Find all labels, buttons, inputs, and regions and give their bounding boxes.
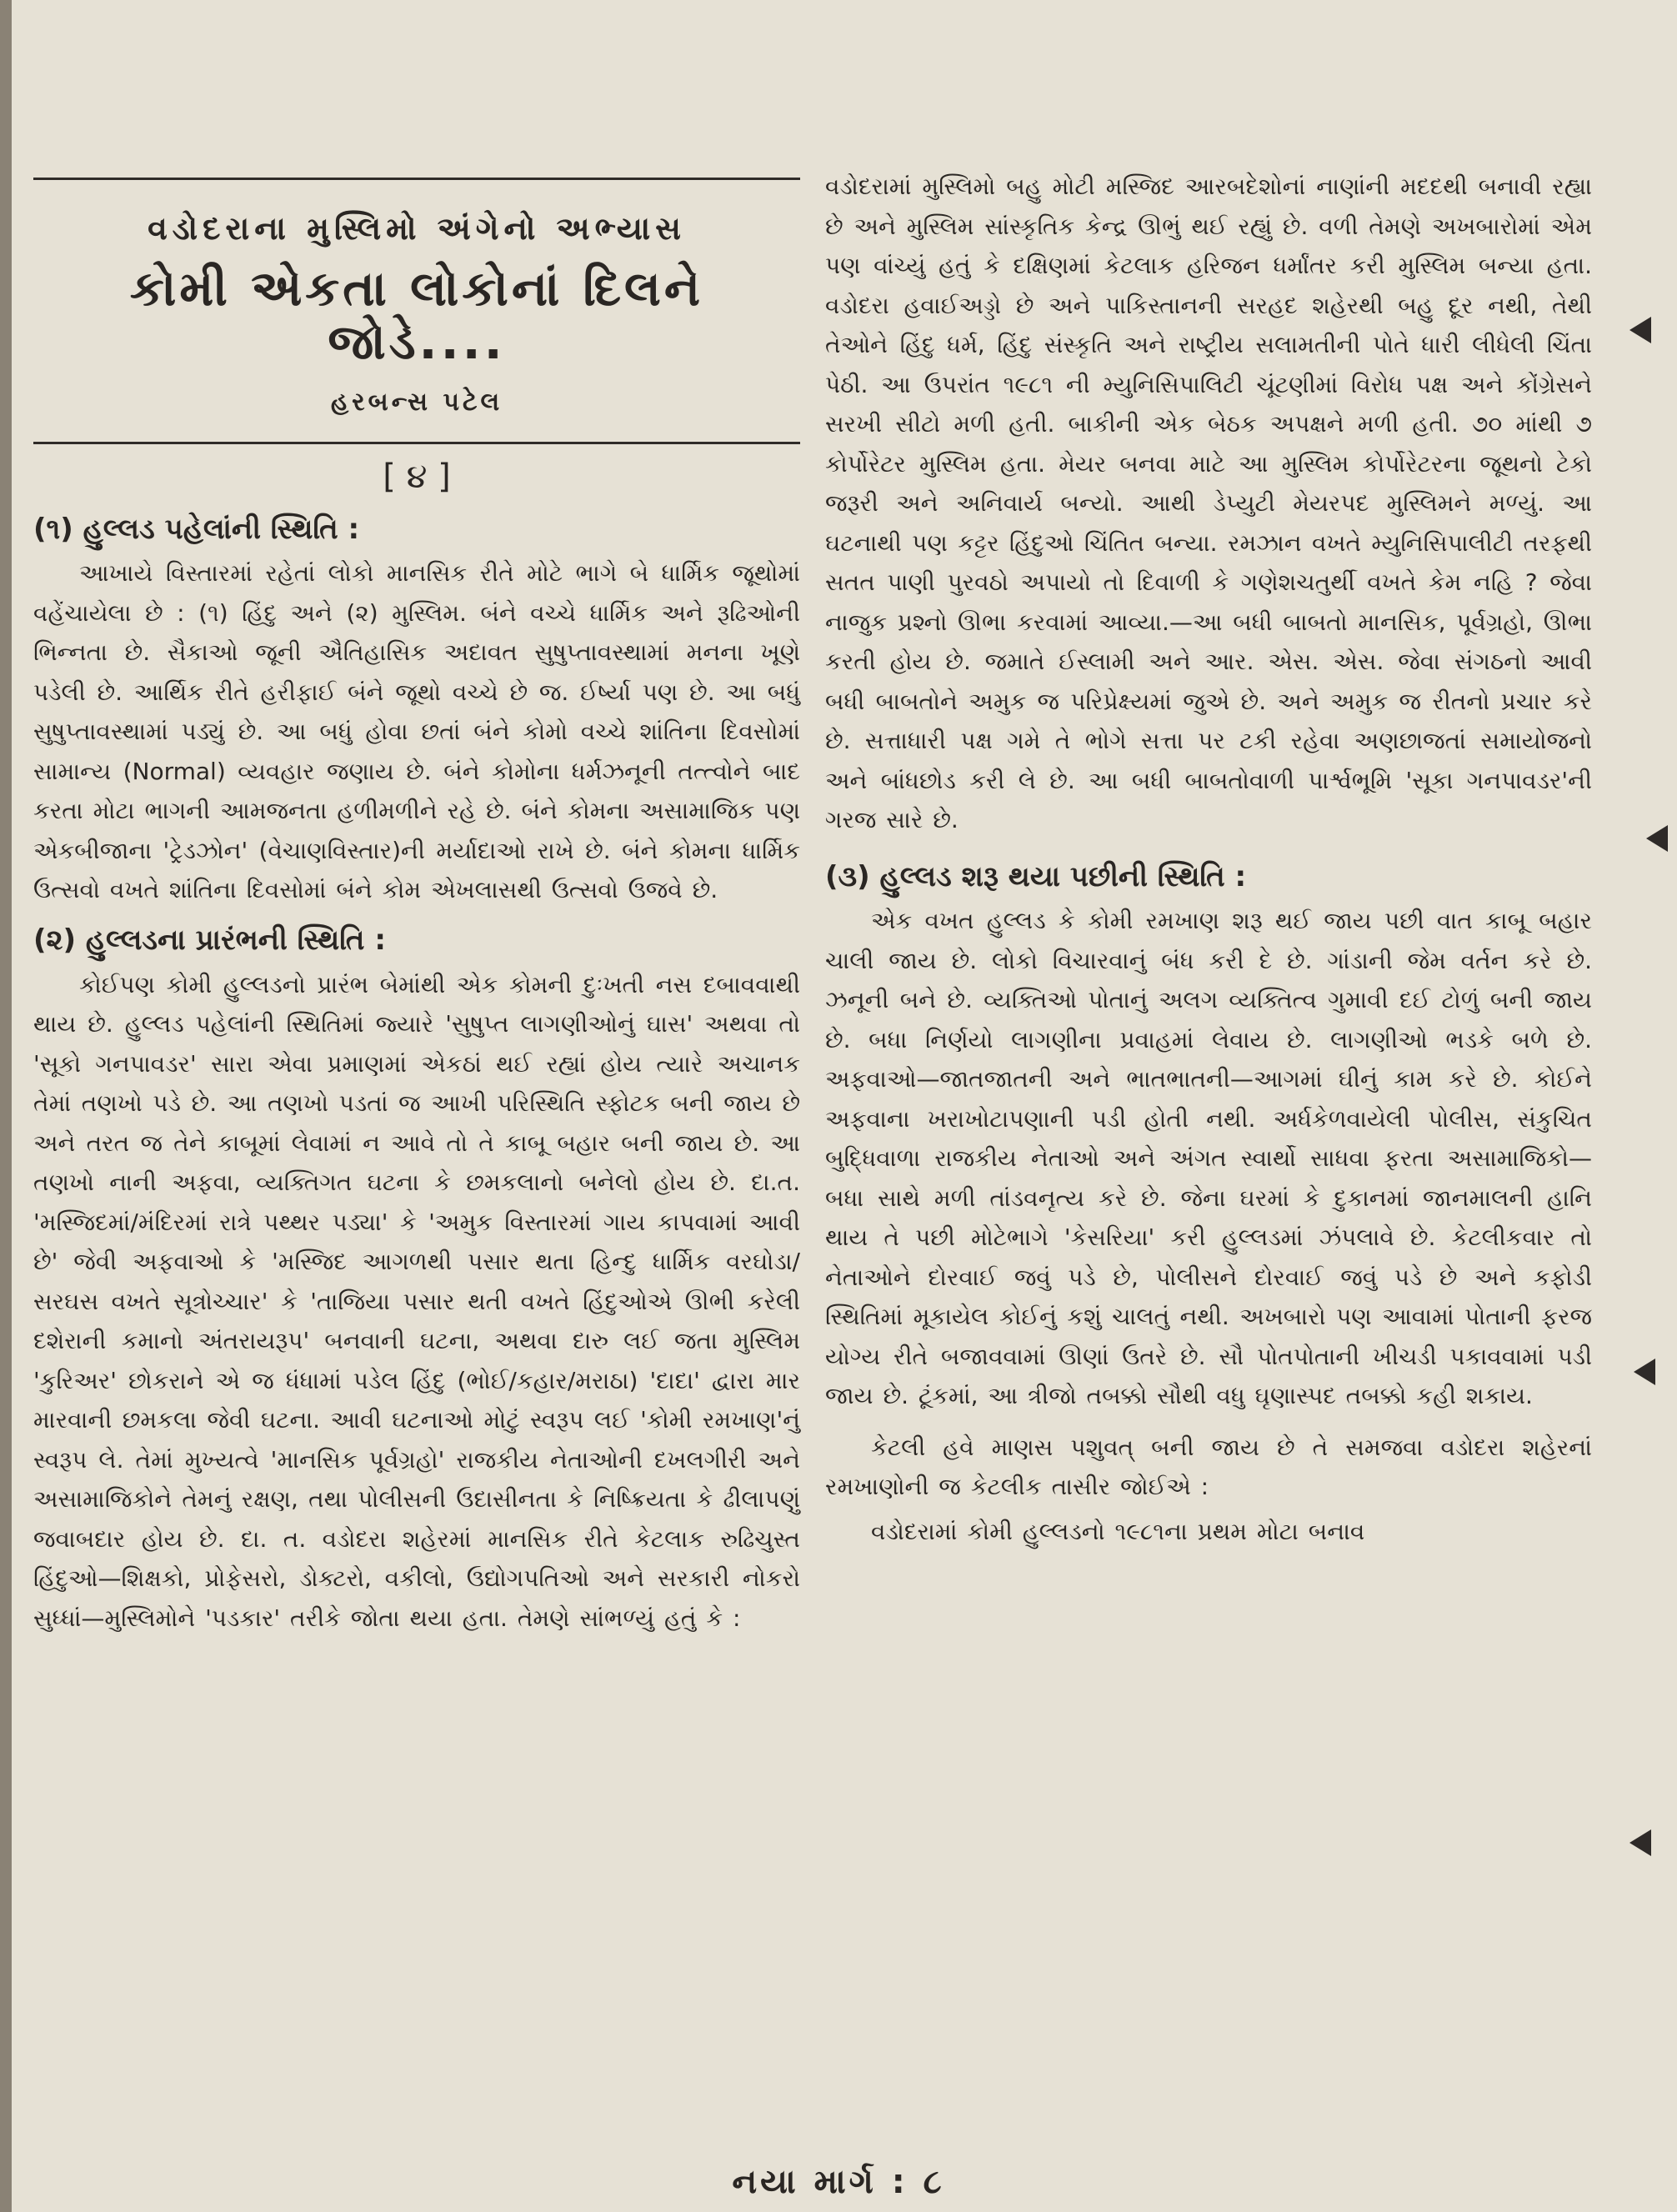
part-number: [ ૪ ] xyxy=(383,457,451,496)
page-edge-tear-mark xyxy=(1634,1359,1655,1385)
section-3-paragraph: વડોદરામાં કોમી હુલ્લડનો ૧૯૮૧ના પ્રથમ મોટા બનાવ xyxy=(871,1517,1365,1545)
right-column xyxy=(825,167,1592,1556)
article-author: હરબન્સ પટેલ xyxy=(330,387,503,417)
page-edge-tear-mark xyxy=(1629,317,1651,343)
left-column xyxy=(33,163,800,1643)
section-1-paragraph: આખાયે વિસ્તારમાં રહેતાં લોકો માનસિક રીતે મોટે ભાગે બે ધાર્મિક જૂથોમાં વહેંચાયેલા છે : (૧) હિંદુ અને (૨) મુસ્લિમ. બંને વચ્ચે ધાર્મિક અને રૂઢિઓની ભિન્નતા છે. સૈકાઓ જૂની ઐતિહાસિક અદાવત સુષુપ્તાવસ્થામાં મનના ખૂણે પડેલી છે. આર્થિક રીતે હરીફાઈ બંને જૂથો વચ્ચે છે જ. ઈર્ષ્યા પણ છે. આ બધું સુષુપ્તાવસ્થામાં પડ્યું છે. આ બધું હોવા છતાં બંને કોમો વચ્ચે શાંતિના દિવસોમાં સામાન્ય (Normal) વ્યવહાર જણાય છે. બંને કોમોના ધર્મઝનૂની તત્ત્વોને બાદ કરતા મોટા ભાગની આમજનતા હળીમળીને રહે છે. બંને કોમના અસામાજિક પણ એકબીજાના 'ટ્રેડઝોન' (વેચાણવિસ્તાર)ની મર્યાદાઓ રાખે છે. બંને કોમના ધાર્મિક ઉત્સવો વખતે શાંતિના દિવસોમાં બંને કોમ એખલાસથી ઉત્સવો ઉજવે છે. xyxy=(33,559,800,904)
section-3-heading: (૩) હુલ્લડ શરૂ થયા પછીની સ્થિતિ : xyxy=(825,859,1247,893)
section-1-heading: (૧) હુલ્લડ પહેલાંની સ્થિતિ : xyxy=(33,512,360,546)
section-3-paragraph: એક વખત હુલ્લડ કે કોમી રમખાણ શરૂ થઈ જાય પછી વાત કાબૂ બહાર ચાલી જાય છે. લોકો વિચારવાનું બંધ કરી દે છે. ગાંડાની જેમ વર્તન કરે છે. ઝનૂની બને છે. વ્યક્તિઓ પોતાનું અલગ વ્યક્તિત્વ ગુમાવી દઈ ટોળું બની જાય છે. બધા નિર્ણયો લાગણીના પ્રવાહમાં લેવાય છે. લાગણીઓ ભડકે બળે છે. અફવાઓ—જાતજાતની અને ભાતભાતની—આગમાં ઘીનું કામ કરે છે. કોઈને અફવાના ખરાખોટાપણાની પડી હોતી નથી. અર્ધકેળવાયેલી પોલીસ, સંકુચિત બુદ્ધિવાળા રાજકીય નેતાઓ અને અંગત સ્વાર્થો સાધવા ફરતા અસામાજિકો—બધા સાથે મળી તાંડવનૃત્ય કરે છે. જેના ઘરમાં કે દુકાનમાં જાનમાલની હાનિ થાય તે પછી મોટેભાગે 'કેસરિયા' કરી હુલ્લડમાં ઝંપલાવે છે. કેટલીકવાર તો નેતાઓને દોરવાઈ જવું પડે છે, પોલીસને દોરવાઈ જવું પડે છે અને કફોડી સ્થિતિમાં મૂકાયેલ કોઈનું કશું ચાલતું નથી. અખબારો પણ આવામાં પોતાની ફરજ યોગ્ય રીતે બજાવવામાં ઊણાં ઉતરે છે. સૌ પોતપોતાની ખીચડી પકાવવામાં પડી જાય છે. ટૂંકમાં, આ ત્રીજો તબક્કો સૌથી વધુ ઘૃણાસ્પદ તબક્કો કહી શકાય. xyxy=(825,907,1592,1410)
page-edge-tear-mark xyxy=(1646,825,1668,852)
intro-paragraph: વડોદરામાં મુસ્લિમો બહુ મોટી મસ્જિદ આરબદેશોનાં નાણાંની મદદથી બનાવી રહ્યા છે અને મુસ્લિમ સાંસ્કૃતિક કેન્દ્ર ઊભું થઈ રહ્યું છે. વળી તેમણે અખબારોમાં એમ પણ વાંચ્યું હતું કે દક્ષિણમાં કેટલાક હરિજન ધર્માંતર કરી મુસ્લિમ બન્યા હતા. વડોદરા હવાઈઅડ્ડો છે અને પાકિસ્તાનની સરહદ શહેરથી બહુ દૂર નથી, તેથી તેઓને હિંદુ ધર્મ, હિંદુ સંસ્કૃતિ અને રાષ્ટ્રીય સલામતીની પોતે ધારી લીધેલી ચિંતા પેઠી. આ ઉપરાંત ૧૯૮૧ ની મ્યુનિસિપાલિટી ચૂંટણીમાં વિરોધ પક્ષ અને કોંગ્રેસને સરખી સીટો મળી હતી. બાકીની એક બેઠક અપક્ષને મળી હતી. ૭૦ માંથી ૭ કોર્પોરેટર મુસ્લિમ હતા. મેયર બનવા માટે આ મુસ્લિમ કોર્પોરેટરના જૂથનો ટેકો જરૂરી અને અનિવાર્ય બન્યો. આથી ડેપ્યુટી મેયરપદ મુસ્લિમને મળ્યું. આ ઘટનાથી પણ કટ્ટર હિંદુઓ ચિંતિત બન્યા. રમઝાન વખતે મ્યુનિસિપાલીટી તરફથી સતત પાણી પુરવઠો અપાયો તો દિવાળી કે ગણેશચતુર્થી વખતે કેમ નહિ ? જેવા નાજુક પ્રશ્નો ઊભા કરવામાં આવ્યા.—આ બધી બાબતો માનસિક, પૂર્વગ્રહો, ઊભા કરતી હોય છે. જમાતે ઈસ્લામી અને આર. એસ. એસ. જેવા સંગઠનો આવી બધી બાબતોને અમુક જ પરિપ્રેક્ષ્યમાં જુએ છે. અને અમુક જ રીતનો પ્રચાર કરે છે. સત્તાધારી પક્ષ ગમે તે ભોગે સત્તા પર ટકી રહેવા અણછાજતાં સમાયોજનો અને બાંધછોડ કરી લે છે. આ બધી બાબતોવાળી પાર્શ્વભૂમિ 'સૂકા ગનપાવડર'ની ગરજ સારે છે. xyxy=(825,173,1592,833)
page-binding-edge xyxy=(0,0,12,2212)
header-bottom-rule xyxy=(33,442,800,444)
section-2-heading: (૨) હુલ્લડના પ્રારંભની સ્થિતિ : xyxy=(33,923,386,957)
section-3-paragraph: કેટલી હવે માણસ પશુવત્ બની જાય છે તે સમજવા વડોદરા શહેરનાં રમખાણોની જ કેટલીક તાસીર જોઈએ : xyxy=(825,1433,1592,1501)
article-kicker: વડોદરાના મુસ્લિમો અંગેનો અભ્યાસ xyxy=(148,210,686,247)
header-top-rule xyxy=(33,178,800,180)
page-footer: નયા માર્ગ : ૮ xyxy=(732,2163,945,2201)
section-2-paragraph: કોઈપણ કોમી હુલ્લડનો પ્રારંભ બેમાંથી એક કોમની દુઃખતી નસ દબાવવાથી થાય છે. હુલ્લડ પહેલાંની સ્થિતિમાં જ્યારે 'સુષુપ્ત લાગણીઓનું ઘાસ' અથવા તો 'સૂકો ગનપાવડર' સારા એવા પ્રમાણમાં એકઠાં થઈ રહ્યાં હોય ત્યારે અચાનક તેમાં તણખો પડે છે. આ તણખો પડતાં જ આખી પરિસ્થિતિ સ્ફોટક બની જાય છે અને તરત જ તેને કાબૂમાં લેવામાં ન આવે તો તે કાબૂ બહાર બની જાય છે. આ તણખો નાની અફવા, વ્યક્તિગત ઘટના કે છમકલાનો બનેલો હોય છે. દા.ત. 'મસ્જિદમાં/મંદિરમાં રાત્રે પથ્થર પડ્યા' કે 'અમુક વિસ્તારમાં ગાય કાપવામાં આવી છે' જેવી અફવાઓ કે 'મસ્જિદ આગળથી પસાર થતા હિન્દુ ધાર્મિક વરઘોડા/સરઘસ વખતે સૂત્રોચ્ચાર' કે 'તાજિયા પસાર થતી વખતે હિંદુઓએ ઊભી કરેલી દશેરાની કમાનો અંતરાયરૂપ' બનવાની ઘટના, અથવા દારુ લઈ જતા મુસ્લિમ 'કુરિઅર' છોકરાને એ જ ધંધામાં પડેલ હિંદુ (ભોઈ/કહાર/મરાઠા) 'દાદા' દ્વારા માર મારવાની છમકલા જેવી ઘટના. આવી ઘટનાઓ મોટું સ્વરૂપ લઈ 'કોમી રમખાણ'નું સ્વરૂપ લે. તેમાં મુખ્યત્વે 'માનસિક પૂર્વગ્રહો' રાજકીય નેતાઓની દખલગીરી અને અસામાજિકોને તેમનું રક્ષણ, તથા પોલીસની ઉદાસીનતા કે નિષ્ક્રિયતા કે ઢીલાપણું જવાબદાર હોય છે. દા. ત. વડોદરા શહેરમાં માનસિક રીતે કેટલાક રુઢિચુસ્ત હિંદુઓ—શિક્ષકો, પ્રોફેસરો, ડોક્ટરો, વકીલો, ઉદ્યોગપતિઓ અને સરકારી નોકરો સુધ્ધાં—મુસ્લિમોને 'પડકાર' તરીકે જોતા થયા હતા. તેમણે સાંભળ્યું હતું કે : xyxy=(33,970,800,1632)
article-title: કોમી એકતા લોકોનાં દિલને જોડે.... xyxy=(129,260,704,370)
page-edge-tear-mark xyxy=(1629,1829,1651,1856)
